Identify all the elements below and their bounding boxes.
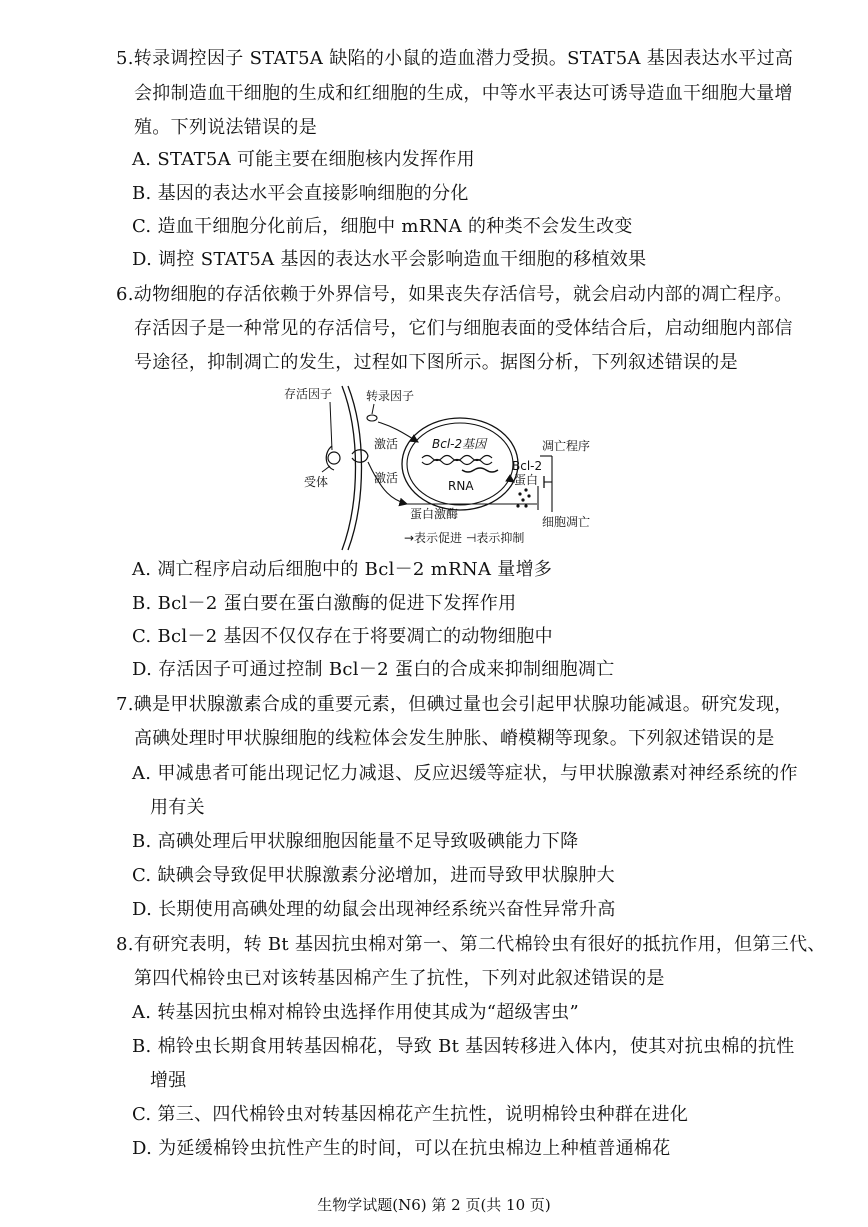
question-6-option-d: D. 存活因子可通过控制 Bcl－2 蛋白的合成来抑制细胞凋亡 xyxy=(132,659,615,680)
question-5-option-c: C. 造血干细胞分化前后，细胞中 mRNA 的种类不会发生改变 xyxy=(132,216,633,237)
question-6-option-b: B. Bcl－2 蛋白要在蛋白激酶的促进下发挥作用 xyxy=(132,593,517,614)
intracellular-receptor-domain xyxy=(352,450,368,463)
question-7-option-d: D. 长期使用高碘处理的幼鼠会出现神经系统兴奋性异常升高 xyxy=(132,899,616,920)
activate-label-1: 激活 xyxy=(374,437,399,451)
apoptosis-program-label: 凋亡程序 xyxy=(542,439,591,453)
question-6-option-c: C. Bcl－2 基因不仅仅存在于将要凋亡的动物细胞中 xyxy=(132,626,553,647)
question-5-option-d: D. 调控 STAT5A 基因的表达水平会影响造血干细胞的移植效果 xyxy=(132,249,647,270)
transcription-factor-pointer xyxy=(372,404,374,414)
rna-label: RNA xyxy=(448,479,474,493)
receptor-label: 受体 xyxy=(304,475,329,489)
bcl2-protein-dot xyxy=(516,504,519,507)
page-footer: 生物学试题(N6) 第 2 页(共 10 页) xyxy=(317,1196,551,1214)
survival-factor-label: 存活因子 xyxy=(284,387,333,401)
rna-strand xyxy=(462,468,498,472)
survival-factor-ligand xyxy=(328,452,340,464)
question-6-stem-line-1: 6.动物细胞的存活依赖于外界信号，如果丧失存活信号，就会启动内部的凋亡程序。 xyxy=(116,284,793,305)
receptor-pointer xyxy=(322,466,330,472)
question-7-stem-line-1: 7.碘是甲状腺激素合成的重要元素，但碘过量也会引起甲状腺功能减退。研究发现， xyxy=(116,694,793,715)
protein-kinase-label: 蛋白激酶 xyxy=(410,507,459,521)
bcl2-protein-label-line-1: Bcl-2 xyxy=(512,459,543,473)
survival-factor-pointer xyxy=(330,402,332,450)
question-8-stem-line-2: 第四代棉铃虫已对该转基因棉产生了抗性，下列对此叙述错误的是 xyxy=(134,968,665,989)
nucleus-outer xyxy=(402,418,518,510)
question-5-stem-line-2: 会抑制造血干细胞的生成和红细胞的生成，中等水平表达可诱导造血干细胞大量增 xyxy=(134,83,793,104)
question-7-option-b: B. 高碘处理后甲状腺细胞因能量不足导致吸碘能力下降 xyxy=(132,831,579,852)
question-7-option-a-cont: 用有关 xyxy=(150,797,205,818)
transcription-factor-label: 转录因子 xyxy=(366,389,415,403)
question-8-option-b: B. 棉铃虫长期食用转基因棉花，导致 Bt 基因转移进入体内，使其对抗虫棉的抗性 xyxy=(132,1036,795,1057)
cell-apoptosis-label: 细胞凋亡 xyxy=(542,515,591,529)
question-5-stem-line-3: 殖。下列说法错误的是 xyxy=(134,117,317,138)
question-6-stem-line-2: 存活因子是一种常见的存活信号，它们与细胞表面的受体结合后，启动细胞内部信 xyxy=(134,318,793,339)
question-8-option-b-cont: 增强 xyxy=(150,1070,187,1091)
gene-label: Bcl-2基因 xyxy=(432,437,487,451)
bcl2-protein-dot xyxy=(527,494,530,497)
bcl2-protein-dot xyxy=(521,498,524,501)
activate-label-2: 激活 xyxy=(374,471,399,485)
question-5-stem-line-1: 5.转录调控因子 STAT5A 缺陷的小鼠的造血潜力受损。STAT5A 基因表达水平过高 xyxy=(116,48,794,69)
question-5-option-a: A. STAT5A 可能主要在细胞核内发挥作用 xyxy=(132,149,475,170)
cell-membrane-outer xyxy=(342,386,356,550)
question-6-stem-line-3: 号途径，抑制凋亡的发生，过程如下图所示。据图分析，下列叙述错误的是 xyxy=(134,352,738,373)
question-8-option-a: A. 转基因抗虫棉对棉铃虫选择作用使其成为“超级害虫” xyxy=(132,1002,579,1023)
bcl2-protein-dot xyxy=(518,492,521,495)
bcl2-protein-dot xyxy=(524,504,527,507)
bcl2-protein-dot xyxy=(524,488,527,491)
transcription-factor-shape xyxy=(367,415,377,421)
question-6-option-a: A. 凋亡程序启动后细胞中的 Bcl－2 mRNA 量增多 xyxy=(132,559,553,580)
question-8-option-c: C. 第三、四代棉铃虫对转基因棉花产生抗性，说明棉铃虫种群在进化 xyxy=(132,1104,689,1125)
question-7-option-c: C. 缺碘会导致促甲状腺激素分泌增加，进而导致甲状腺肿大 xyxy=(132,865,615,886)
question-7-option-a: A. 甲减患者可能出现记忆力减退、反应迟缓等症状，与甲状腺激素对神经系统的作 xyxy=(132,763,798,784)
apoptosis-signaling-diagram xyxy=(282,382,612,554)
diagram-legend: →表示促进 ⊣表示抑制 xyxy=(404,531,525,545)
question-5-option-b: B. 基因的表达水平会直接影响细胞的分化 xyxy=(132,183,469,204)
bcl2-protein-label-line-2: 蛋白 xyxy=(514,473,539,487)
question-8-option-d: D. 为延缓棉铃虫抗性产生的时间，可以在抗虫棉边上种植普通棉花 xyxy=(132,1138,671,1159)
question-7-stem-line-2: 高碘处理时甲状腺细胞的线粒体会发生肿胀、嵴模糊等现象。下列叙述错误的是 xyxy=(134,728,775,749)
question-8-stem-line-1: 8.有研究表明，转 Bt 基因抗虫棉对第一、第二代棉铃虫有很好的抵抗作用，但第三代、 xyxy=(116,934,826,955)
